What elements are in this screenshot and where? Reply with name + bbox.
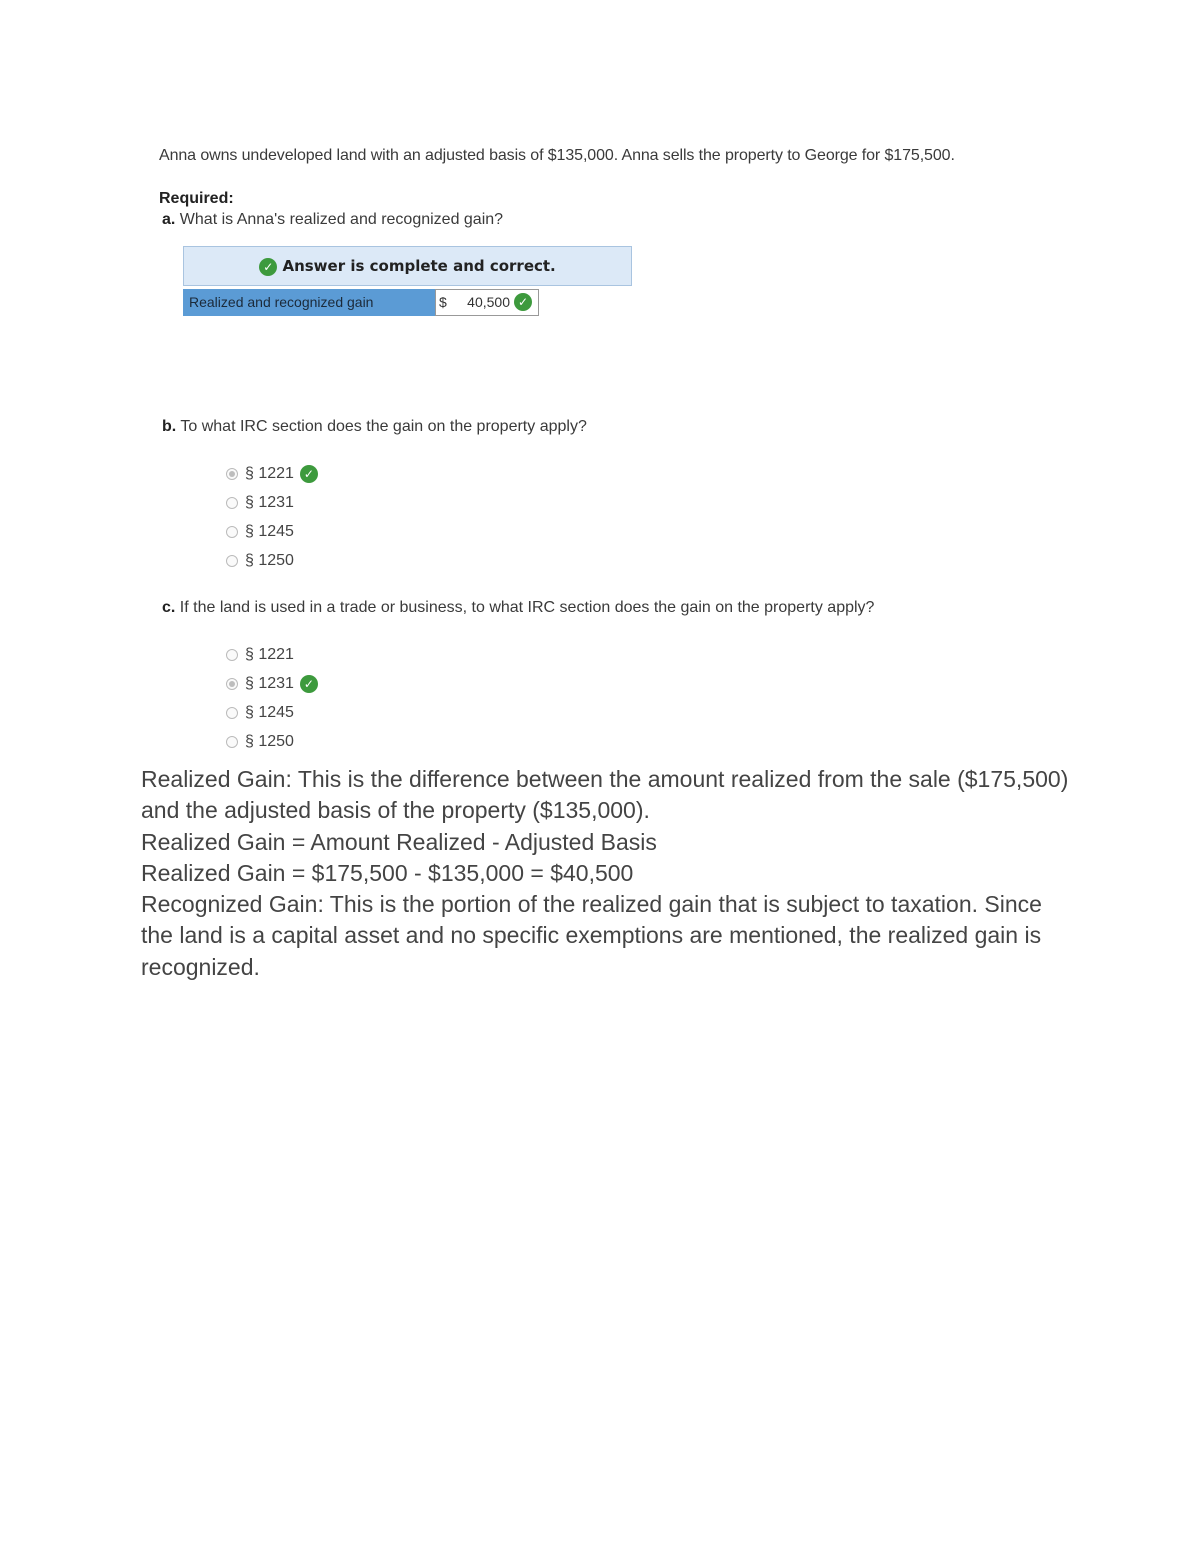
- option-b-1245[interactable]: [226, 517, 318, 546]
- explanation: [141, 764, 1071, 983]
- option-label: § 1231: [245, 674, 294, 692]
- option-c-1250[interactable]: [226, 727, 318, 756]
- answer-value: 40,500: [467, 294, 510, 310]
- option-label: § 1221: [245, 464, 294, 482]
- option-c-1221[interactable]: [226, 640, 318, 669]
- question-b-letter: b.: [162, 418, 177, 435]
- answer-status-banner: [183, 246, 632, 286]
- radio-button[interactable]: [226, 649, 238, 661]
- options-c-list: [226, 640, 318, 756]
- answer-status-text: Answer is complete and correct.: [282, 257, 556, 275]
- question-b-text: To what IRC section does the gain on the property apply?: [180, 418, 587, 435]
- option-label: § 1250: [245, 732, 294, 750]
- radio-button[interactable]: [226, 468, 238, 480]
- options-b-list: [226, 459, 318, 575]
- radio-button[interactable]: [226, 555, 238, 567]
- option-c-1231[interactable]: [226, 669, 318, 698]
- explanation-line: Realized Gain = $175,500 - $135,000 = $40,500: [141, 859, 634, 886]
- option-b-1231[interactable]: [226, 488, 318, 517]
- radio-button[interactable]: [226, 736, 238, 748]
- answer-row: [183, 289, 539, 316]
- question-a-letter: a.: [162, 211, 176, 228]
- answer-row-label: Realized and recognized gain: [183, 289, 435, 316]
- question-c: [162, 599, 874, 617]
- option-label: § 1231: [245, 493, 294, 511]
- question-c-text: If the land is used in a trade or business, to what IRC section does the gain on the property apply?: [179, 599, 875, 616]
- radio-button[interactable]: [226, 497, 238, 509]
- question-b: [162, 418, 587, 436]
- question-c-letter: c.: [162, 599, 176, 616]
- option-b-1250[interactable]: [226, 546, 318, 575]
- check-circle-icon: ✓: [259, 258, 277, 276]
- problem-intro: Anna owns undeveloped land with an adjusted basis of $135,000. Anna sells the property to George for $175,500.: [159, 147, 955, 164]
- option-label: § 1245: [245, 522, 294, 540]
- explanation-line: Realized Gain = Amount Realized - Adjusted Basis: [141, 828, 657, 855]
- explanation-line: Recognized Gain: This is the portion of the realized gain that is subject to taxation. Since the land is a capital asset and no specific exemptions are mentioned, the realized gain is recognized.: [141, 891, 1042, 980]
- option-c-1245[interactable]: [226, 698, 318, 727]
- option-label: § 1245: [245, 703, 294, 721]
- explanation-line: Realized Gain: This is the difference between the amount realized from the sale ($175,500) and the adjusted basis of the property ($135,000).: [141, 766, 1069, 824]
- option-label: § 1250: [245, 551, 294, 569]
- question-a: [162, 211, 503, 229]
- check-circle-icon: ✓: [514, 293, 532, 311]
- option-b-1221[interactable]: [226, 459, 318, 488]
- currency-symbol: $: [439, 294, 447, 310]
- option-label: § 1221: [245, 645, 294, 663]
- answer-value-field[interactable]: [435, 289, 539, 316]
- check-circle-icon: ✓: [300, 465, 318, 483]
- radio-button[interactable]: [226, 678, 238, 690]
- check-circle-icon: ✓: [300, 675, 318, 693]
- required-label: Required:: [159, 190, 234, 207]
- radio-button[interactable]: [226, 526, 238, 538]
- radio-button[interactable]: [226, 707, 238, 719]
- question-a-text: What is Anna's realized and recognized gain?: [179, 211, 504, 228]
